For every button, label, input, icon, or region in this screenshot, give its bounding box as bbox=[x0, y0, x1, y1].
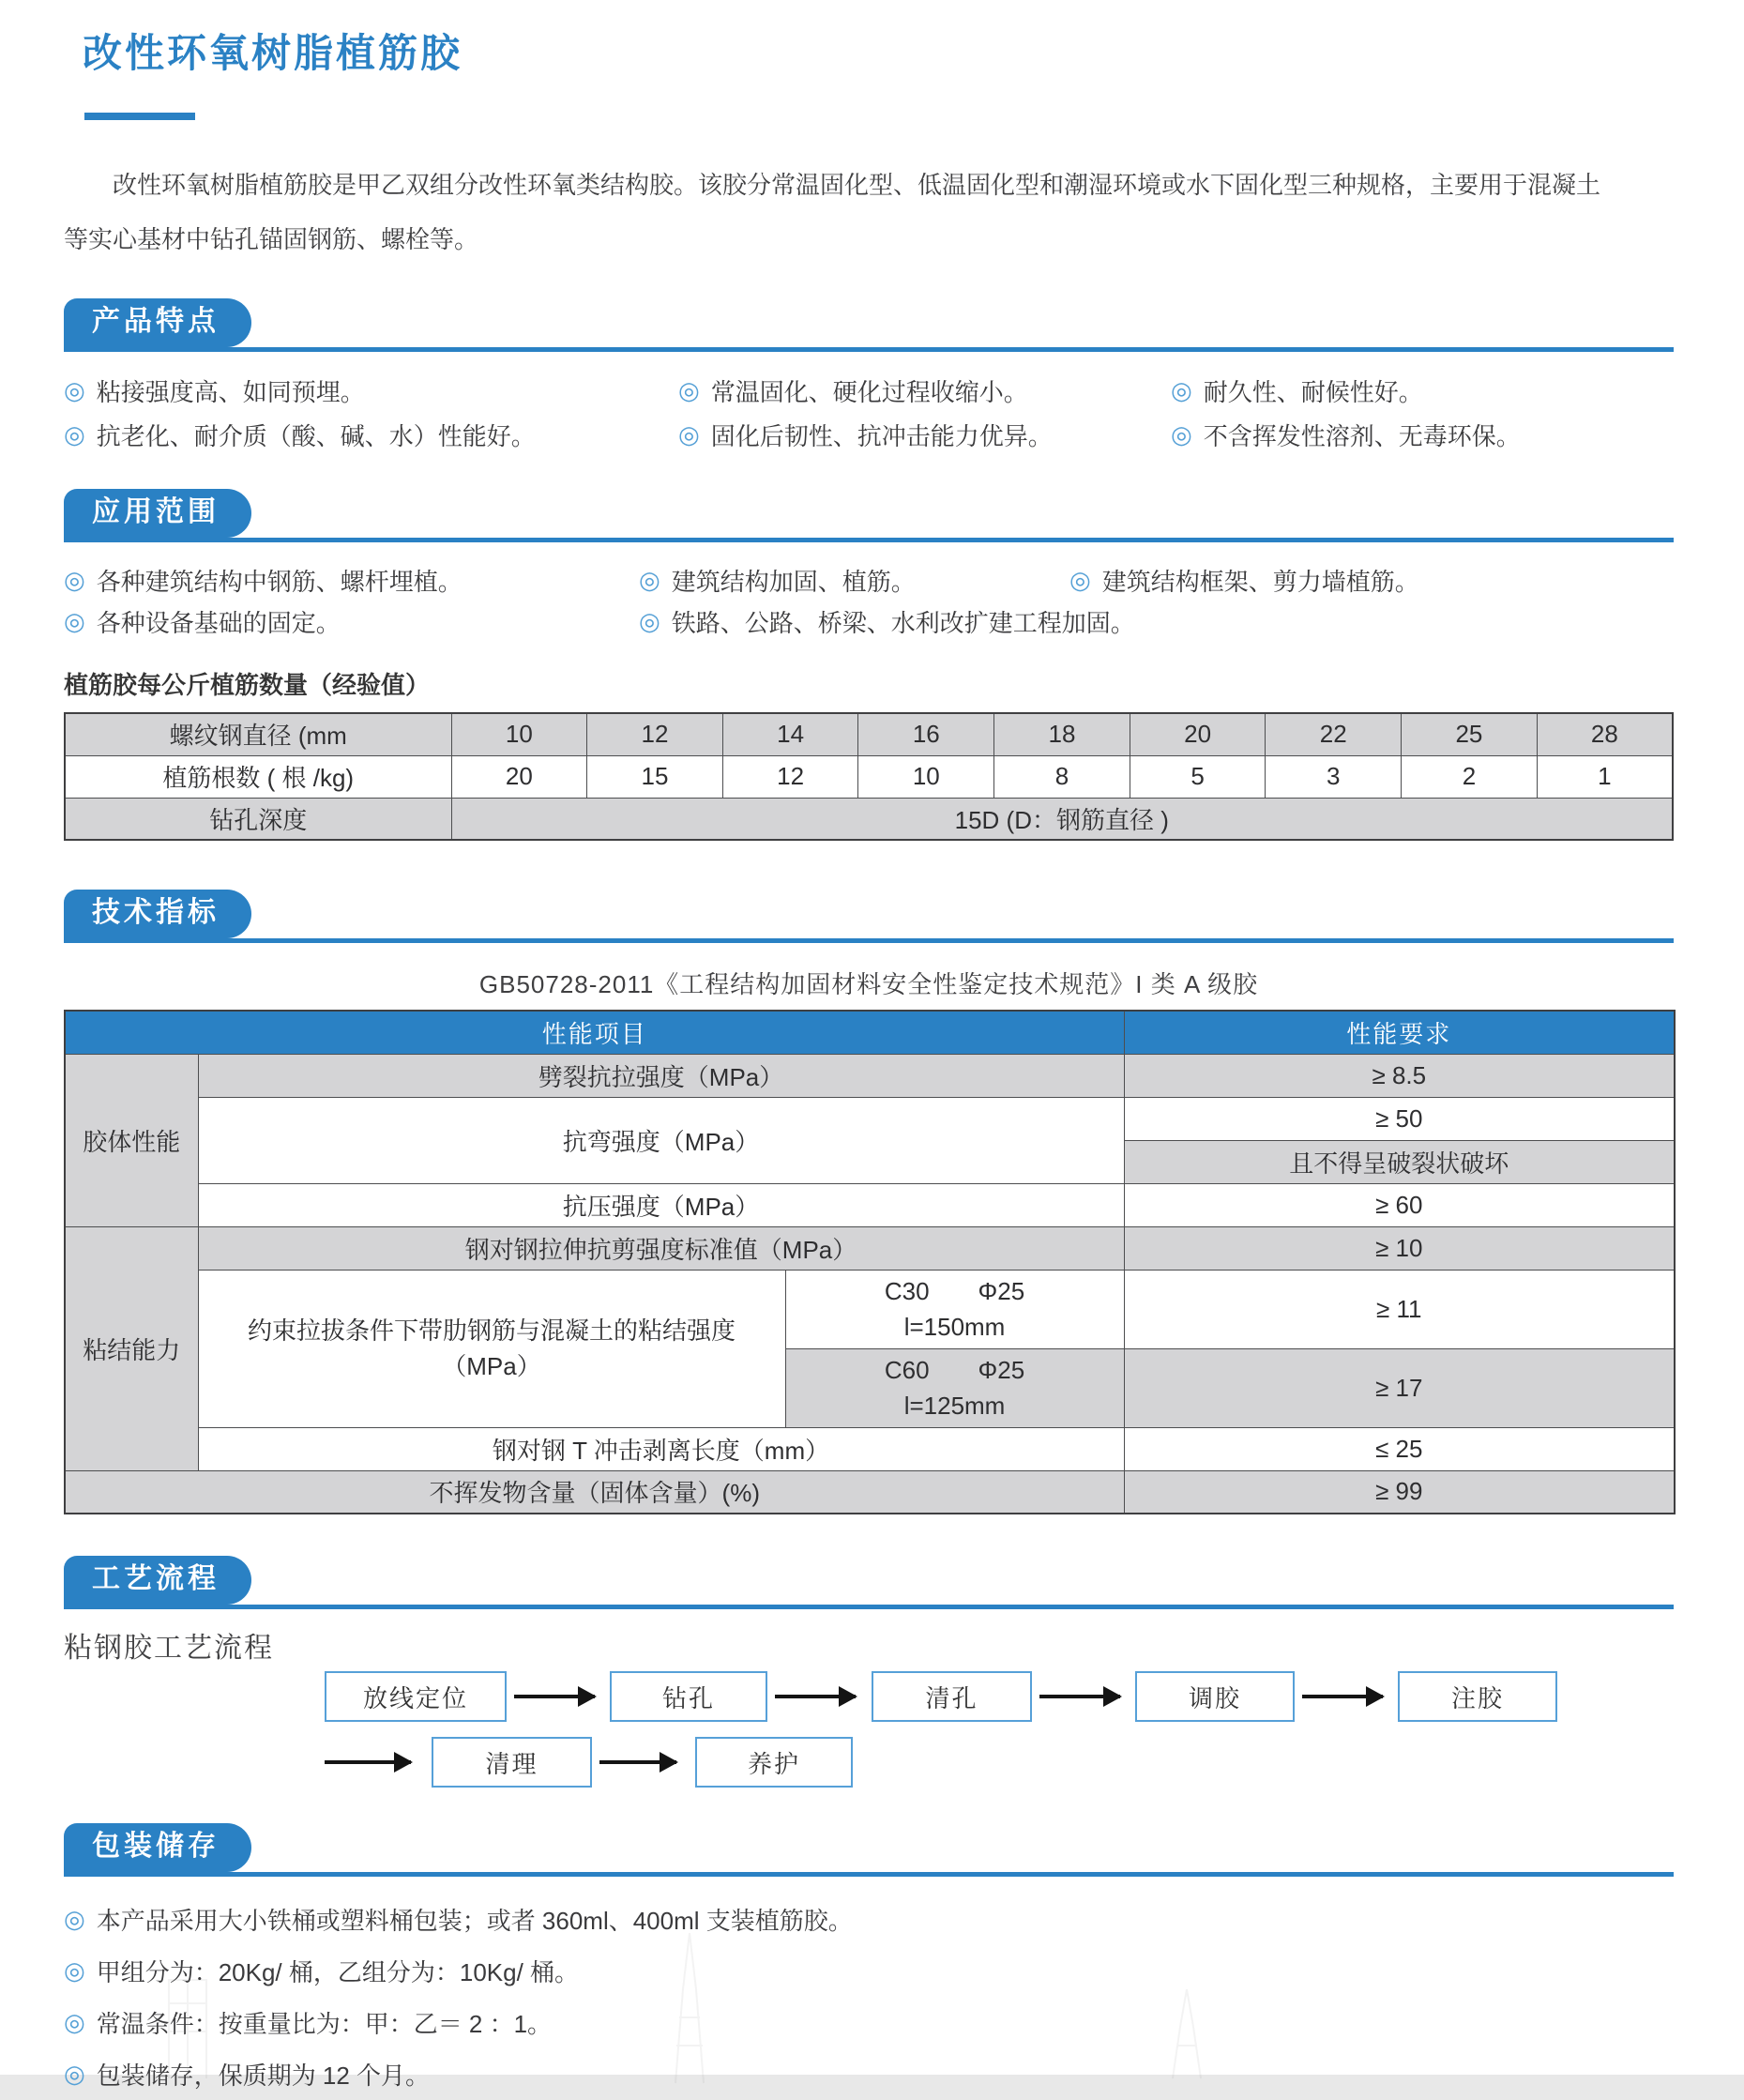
table-row bbox=[65, 1470, 1675, 1514]
rebar-count-table bbox=[64, 712, 1674, 841]
flow-step-inject-glue: 注胶 bbox=[1398, 1671, 1557, 1722]
table-cell: 8 bbox=[994, 755, 1130, 798]
bond-label-line1: 约束拉拔条件下带肋钢筋与混凝土的粘结强度 bbox=[247, 1316, 736, 1345]
table-cell: 15 bbox=[587, 755, 723, 798]
flow-arrow-icon bbox=[775, 1695, 856, 1698]
column-header-requirement: 性能要求 bbox=[1124, 1011, 1675, 1054]
table-row bbox=[65, 1011, 1675, 1054]
table-row bbox=[65, 1270, 1675, 1348]
table-cell: 14 bbox=[722, 713, 858, 755]
features-row bbox=[64, 413, 1674, 457]
ring-bullet-icon: ◎ bbox=[64, 376, 85, 404]
flow-arrow-icon bbox=[514, 1695, 595, 1698]
ring-bullet-icon: ◎ bbox=[1171, 420, 1192, 449]
row-label: 植筋根数 ( 根 /kg) bbox=[65, 755, 451, 798]
property-label: 抗弯强度（MPa） bbox=[198, 1097, 1124, 1183]
process-caption: 粘钢胶工艺流程 bbox=[64, 1633, 274, 1664]
requirement-value: ≥ 17 bbox=[1124, 1348, 1675, 1427]
table-row bbox=[65, 1054, 1675, 1097]
table-row bbox=[65, 1226, 1675, 1270]
applications-row bbox=[64, 601, 1674, 642]
table-cell: 28 bbox=[1537, 713, 1673, 755]
application-text: 建筑结构加固、植筋。 bbox=[671, 567, 916, 596]
table-cell: 12 bbox=[722, 755, 858, 798]
page-title: 改性环氧树脂植筋胶 bbox=[83, 31, 463, 75]
section-header-tech bbox=[64, 890, 1674, 943]
list-item bbox=[64, 2048, 1674, 2100]
intro-paragraph bbox=[64, 158, 1674, 266]
storage-text: 包装储存，保质期为 12 个月。 bbox=[96, 2062, 431, 2090]
table-cell: 10 bbox=[451, 713, 587, 755]
ring-bullet-icon: ◎ bbox=[64, 420, 85, 449]
flow-step-drill: 钻孔 bbox=[610, 1671, 767, 1722]
row-label: 钻孔深度 bbox=[65, 798, 451, 840]
table-row bbox=[65, 755, 1673, 798]
property-label: 劈裂抗拉强度（MPa） bbox=[198, 1054, 1124, 1097]
features-list bbox=[64, 369, 1674, 457]
list-item bbox=[639, 604, 1135, 639]
flow-step-curing: 养护 bbox=[695, 1737, 853, 1788]
list-item bbox=[64, 1997, 1674, 2048]
condition-cell bbox=[785, 1348, 1124, 1427]
requirement-value: ≥ 11 bbox=[1124, 1270, 1675, 1348]
table-cell: 18 bbox=[994, 713, 1130, 755]
applications-row bbox=[64, 559, 1674, 601]
section-header-storage bbox=[64, 1823, 1674, 1877]
feature-text: 固化后韧性、抗冲击能力优异。 bbox=[710, 422, 1053, 450]
property-label: 钢对钢 T 冲击剥离长度（mm） bbox=[198, 1427, 1124, 1470]
table-row bbox=[65, 713, 1673, 755]
flow-arrow-icon bbox=[325, 1760, 411, 1764]
section-header-applications bbox=[64, 489, 1674, 542]
condition-line2: l=150mm bbox=[903, 1313, 1006, 1341]
list-item bbox=[64, 1894, 1674, 1945]
requirement-value: ≥ 50 bbox=[1124, 1097, 1675, 1140]
feature-text: 不含挥发性溶剂、无毒环保。 bbox=[1203, 422, 1521, 450]
requirement-value: ≥ 99 bbox=[1124, 1470, 1675, 1514]
flow-step-layout: 放线定位 bbox=[325, 1671, 507, 1722]
section-header-process bbox=[64, 1556, 1674, 1609]
table-cell: 22 bbox=[1266, 713, 1402, 755]
ring-bullet-icon: ◎ bbox=[1171, 376, 1192, 404]
list-item bbox=[678, 373, 1171, 408]
list-item bbox=[64, 418, 678, 452]
table-cell: 15D (D：钢筋直径 ) bbox=[451, 798, 1673, 840]
table-cell: 3 bbox=[1266, 755, 1402, 798]
ring-bullet-icon: ◎ bbox=[64, 2008, 85, 2036]
table-row bbox=[65, 1427, 1675, 1470]
bond-label-line2: （MPa） bbox=[442, 1352, 541, 1380]
feature-text: 粘接强度高、如同预埋。 bbox=[96, 378, 365, 406]
feature-text: 抗老化、耐介质（酸、碱、水）性能好。 bbox=[96, 422, 536, 450]
table-cell: 12 bbox=[587, 713, 723, 755]
property-label bbox=[198, 1270, 785, 1427]
flow-step-mix-glue: 调胶 bbox=[1135, 1671, 1295, 1722]
requirement-value: 且不得呈破裂状破坏 bbox=[1124, 1140, 1675, 1183]
tech-spec-table bbox=[64, 1010, 1676, 1514]
table-cell: 16 bbox=[858, 713, 994, 755]
table-cell: 20 bbox=[1130, 713, 1266, 755]
table-cell: 2 bbox=[1402, 755, 1538, 798]
group-label-bonding: 粘结能力 bbox=[65, 1226, 198, 1470]
tech-standard-caption: GB50728-2011《工程结构加固材料安全性鉴定技术规范》I 类 A 级胶 bbox=[478, 970, 1259, 998]
requirement-value: ≥ 10 bbox=[1124, 1226, 1675, 1270]
feature-text: 常温固化、硬化过程收缩小。 bbox=[710, 378, 1028, 406]
rebar-table-title: 植筋胶每公斤植筋数量（经验值） bbox=[64, 671, 431, 699]
application-text: 各种设备基础的固定。 bbox=[96, 608, 341, 637]
property-label: 抗压强度（MPa） bbox=[198, 1183, 1124, 1226]
table-cell: 5 bbox=[1130, 755, 1266, 798]
ring-bullet-icon: ◎ bbox=[678, 376, 700, 404]
feature-text: 耐久性、耐候性好。 bbox=[1203, 378, 1423, 406]
ring-bullet-icon: ◎ bbox=[64, 1905, 85, 1933]
condition-line1: C60 Φ25 bbox=[884, 1356, 1025, 1384]
application-text: 各种建筑结构中钢筋、螺杆埋植。 bbox=[96, 567, 463, 596]
table-row bbox=[65, 1183, 1675, 1226]
list-item bbox=[1069, 563, 1419, 598]
condition-line1: C30 Φ25 bbox=[884, 1277, 1025, 1305]
requirement-value: ≥ 8.5 bbox=[1124, 1054, 1675, 1097]
ring-bullet-icon: ◎ bbox=[678, 420, 700, 449]
group-label-colloid: 胶体性能 bbox=[65, 1054, 198, 1226]
flow-arrow-icon bbox=[1039, 1695, 1120, 1698]
section-badge-features: 产品特点 bbox=[64, 298, 251, 347]
ring-bullet-icon: ◎ bbox=[64, 606, 85, 635]
ring-bullet-icon: ◎ bbox=[64, 1956, 85, 1985]
list-item bbox=[64, 1945, 1674, 1997]
list-item bbox=[1171, 418, 1521, 452]
storage-list bbox=[64, 1894, 1674, 2100]
list-item bbox=[1171, 373, 1423, 408]
list-item bbox=[64, 604, 639, 639]
ring-bullet-icon: ◎ bbox=[639, 565, 660, 594]
storage-text: 本产品采用大小铁桶或塑料桶包装；或者 360ml、400ml 支装植筋胶。 bbox=[96, 1907, 853, 1935]
section-badge-storage: 包装储存 bbox=[64, 1823, 251, 1872]
table-cell: 1 bbox=[1537, 755, 1673, 798]
features-row bbox=[64, 369, 1674, 413]
intro-line-1: 改性环氧树脂植筋胶是甲乙双组分改性环氧类结构胶。该胶分常温固化型、低温固化型和潮湿环境或水下固化型三种规格，主要用于混凝土 bbox=[113, 171, 1601, 199]
process-flowchart bbox=[64, 1669, 1674, 1791]
application-text: 建筑结构框架、剪力墙植筋。 bbox=[1101, 567, 1419, 596]
list-item bbox=[64, 563, 639, 598]
condition-line2: l=125mm bbox=[903, 1392, 1006, 1420]
flow-arrow-icon bbox=[599, 1760, 676, 1764]
table-cell: 20 bbox=[451, 755, 587, 798]
requirement-value: ≥ 60 bbox=[1124, 1183, 1675, 1226]
section-badge-tech: 技术指标 bbox=[64, 890, 251, 938]
ring-bullet-icon: ◎ bbox=[639, 606, 660, 635]
storage-text: 甲组分为：20Kg/ 桶，乙组分为：10Kg/ 桶。 bbox=[96, 1958, 580, 1986]
list-item bbox=[678, 418, 1171, 452]
intro-line-2: 等实心基材中钻孔锚固钢筋、螺栓等。 bbox=[64, 225, 479, 253]
condition-cell bbox=[785, 1270, 1124, 1348]
property-label: 不挥发物含量（固体含量）(%) bbox=[65, 1470, 1124, 1514]
flow-step-clean-hole: 清孔 bbox=[872, 1671, 1032, 1722]
table-cell: 10 bbox=[858, 755, 994, 798]
flow-step-cleanup: 清理 bbox=[432, 1737, 592, 1788]
title-underline-dash bbox=[84, 113, 195, 120]
row-label: 螺纹钢直径 (mm bbox=[65, 713, 451, 755]
ring-bullet-icon: ◎ bbox=[64, 565, 85, 594]
ring-bullet-icon: ◎ bbox=[64, 2060, 85, 2088]
ring-bullet-icon: ◎ bbox=[1069, 565, 1091, 594]
table-row bbox=[65, 798, 1673, 840]
section-badge-applications: 应用范围 bbox=[64, 489, 251, 538]
table-cell: 25 bbox=[1402, 713, 1538, 755]
property-label: 钢对钢拉伸抗剪强度标准值（MPa） bbox=[198, 1226, 1124, 1270]
list-item bbox=[64, 373, 678, 408]
section-badge-process: 工艺流程 bbox=[64, 1556, 251, 1605]
table-row bbox=[65, 1097, 1675, 1140]
applications-list bbox=[64, 559, 1674, 642]
flow-arrow-icon bbox=[1302, 1695, 1383, 1698]
list-item bbox=[639, 563, 1069, 598]
storage-text: 常温条件：按重量比为：甲：乙＝ 2 ：1。 bbox=[96, 2010, 553, 2038]
column-header-item: 性能项目 bbox=[65, 1011, 1124, 1054]
application-text: 铁路、公路、桥梁、水利改扩建工程加固。 bbox=[671, 608, 1135, 637]
section-header-features bbox=[64, 298, 1674, 352]
requirement-value: ≤ 25 bbox=[1124, 1427, 1675, 1470]
